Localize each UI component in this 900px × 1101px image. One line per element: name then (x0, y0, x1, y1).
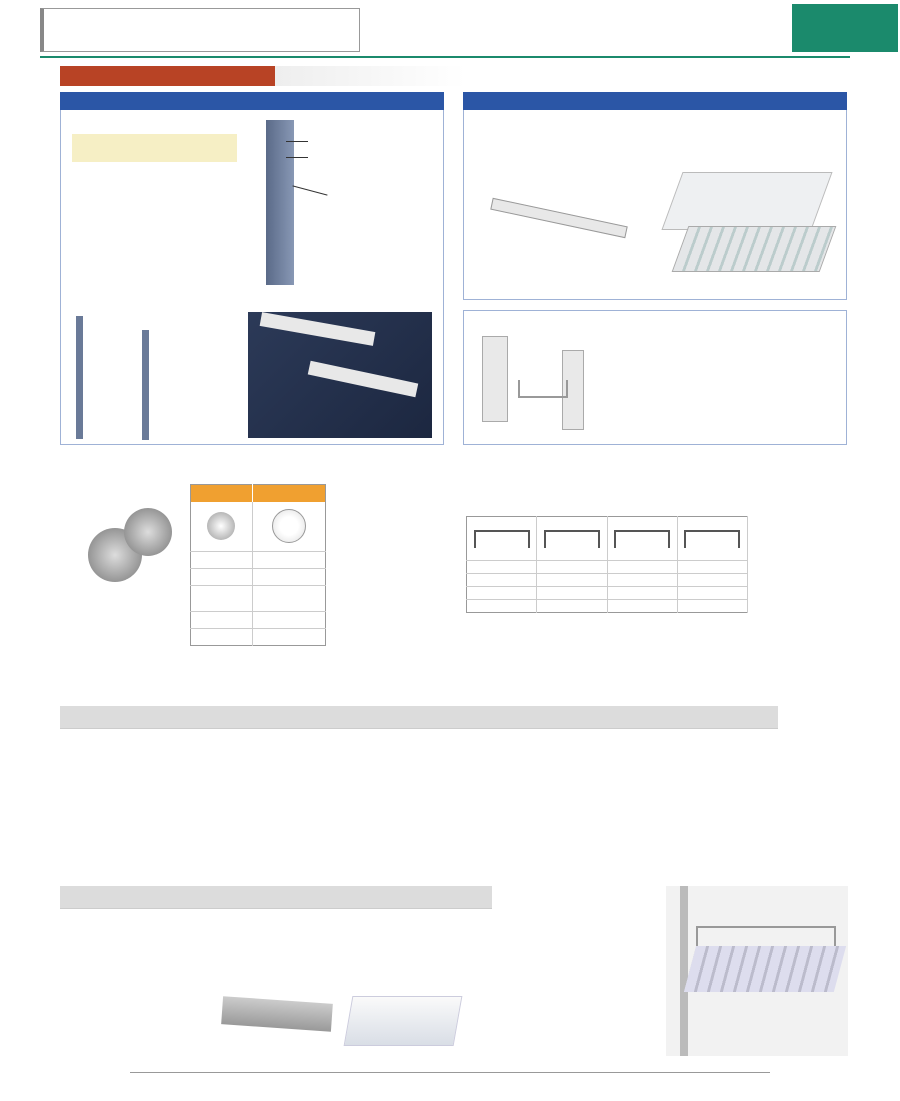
dunnage-cell (607, 600, 677, 613)
fencing-table-header (60, 706, 778, 728)
post-table-row (72, 222, 237, 234)
post-table-cell (182, 186, 237, 198)
dunnage-row-pns (467, 574, 748, 587)
caster-table-header-cell (191, 485, 253, 502)
dunnage-image-cell (537, 517, 607, 561)
post-table-row (72, 186, 237, 198)
post-table-row (72, 234, 237, 246)
caster-cell (191, 612, 253, 629)
end-fence-header-cell (320, 886, 492, 908)
header-rule (40, 56, 850, 58)
dunnage-cell (537, 587, 607, 600)
post-image (266, 120, 294, 285)
caster-row-codes (191, 612, 326, 629)
idtag-code-line (468, 1045, 477, 1058)
post-table-cell (72, 174, 127, 186)
shelving-photo-post (680, 886, 688, 1056)
dim-line-top (286, 141, 308, 142)
corner-image (478, 330, 588, 432)
fencing-table (60, 706, 778, 729)
dunnage-cell (467, 587, 537, 600)
corner-image-link (518, 380, 568, 398)
caster-small-image (207, 512, 235, 540)
dunnage-row-codes (467, 587, 748, 600)
connector-bottom-image (308, 361, 419, 398)
dunnage-title (466, 465, 472, 479)
caster-cell (191, 552, 253, 569)
caster-cell (252, 569, 325, 586)
end-fence-header (60, 886, 492, 908)
post-table-row (72, 210, 237, 222)
post-table-cell (72, 234, 127, 246)
post-table-cell (127, 246, 182, 258)
corner-title (594, 324, 600, 338)
order-note (40, 8, 360, 52)
post-table-cell (72, 198, 127, 210)
shelving-photo (666, 886, 848, 1056)
dunnage-cell (467, 600, 537, 613)
post-table-cell (127, 282, 182, 294)
dunnage-stand-image (544, 530, 600, 548)
adj-post-image-2 (142, 330, 149, 440)
post-kit-bar (60, 92, 444, 110)
shelving-photo-fence (696, 926, 836, 946)
bumper-image (272, 509, 306, 543)
dunnage-table (466, 516, 748, 613)
dunnage-cell (677, 600, 747, 613)
dunnage-cell (607, 561, 677, 574)
post-table-cell (182, 210, 237, 222)
post-table-cell (182, 198, 237, 210)
post-table-cell (182, 258, 237, 270)
post-table-cell (182, 162, 237, 174)
caster-image (78, 498, 178, 588)
post-table-cell (127, 198, 182, 210)
vented-plate-image (672, 226, 837, 272)
dunnage-image-cell (677, 517, 747, 561)
shelving-photo-plate (684, 946, 846, 992)
post-table-row (72, 174, 237, 186)
caster-row-prices (191, 629, 326, 646)
solid-plate-image (661, 172, 832, 230)
caster-wheel-2 (124, 508, 172, 556)
post-table-row (72, 198, 237, 210)
dunnage-cell (537, 600, 607, 613)
fencing-table-header-cell (493, 706, 778, 728)
post-table-row (72, 282, 237, 294)
caster-row-pns (191, 569, 326, 586)
caster-table-header (191, 485, 326, 502)
dunnage-stand-image (474, 530, 530, 548)
connector-photo (248, 312, 432, 438)
caster-row-descs (191, 586, 326, 612)
dunnage-row-prices (467, 600, 748, 613)
dunnage-cell (677, 574, 747, 587)
post-table-cell (72, 222, 127, 234)
dunnage-image-cell (607, 517, 677, 561)
post-table-row (72, 258, 237, 270)
dunnage-cell (607, 587, 677, 600)
caster-cell (252, 552, 325, 569)
post-table-cell (182, 282, 237, 294)
idtag-image-1 (221, 996, 333, 1032)
corner-code-line (596, 339, 605, 352)
post-table-cell (127, 174, 182, 186)
caster-cell (191, 586, 253, 612)
caster-table-image-cell (252, 502, 325, 552)
post-table-cell (72, 186, 127, 198)
idtag-image-2 (344, 996, 463, 1046)
dunnage-cell (537, 561, 607, 574)
post-table-row (72, 270, 237, 282)
caster-table-header-cell (252, 485, 325, 502)
dunnage-cell (677, 587, 747, 600)
post-table-header (72, 134, 237, 162)
post-table-row (72, 162, 237, 174)
fencing-table-header-cell (60, 706, 493, 728)
post-table-cell (182, 246, 237, 258)
caster-cell (252, 586, 325, 612)
dunnage-stand-image (684, 530, 740, 548)
post-table-cell (182, 222, 237, 234)
post-table-cell (72, 270, 127, 282)
page-number (792, 4, 898, 52)
caster-table-image-cell (191, 502, 253, 552)
post-table-cell (127, 210, 182, 222)
post-table-cell (182, 174, 237, 186)
fencing-title (60, 658, 66, 672)
caster-title (60, 465, 66, 479)
dunnage-cell (677, 561, 747, 574)
dim-line-bottom (286, 157, 308, 158)
end-fence-table (60, 886, 492, 909)
banner-fade (275, 66, 465, 86)
caster-row-sizes (191, 552, 326, 569)
post-table-cell (72, 282, 127, 294)
dunnage-image-cell (467, 517, 537, 561)
post-table-row (72, 246, 237, 258)
post-table-cell (127, 270, 182, 282)
caster-cell (191, 629, 253, 646)
caster-table-image-row (191, 502, 326, 552)
post-table (72, 134, 237, 294)
connector-top-image (260, 312, 376, 346)
dunnage-cell (467, 561, 537, 574)
post-table-cell (127, 186, 182, 198)
caster-cell (191, 569, 253, 586)
corner-image-post-1 (482, 336, 508, 422)
caster-cell (252, 612, 325, 629)
post-table-cell (72, 246, 127, 258)
adj-post-image (76, 316, 83, 439)
post-table-cell (127, 162, 182, 174)
dunnage-cell (537, 574, 607, 587)
post-table-cell (127, 234, 182, 246)
post-table-cell (72, 162, 127, 174)
caster-cell (252, 629, 325, 646)
post-table-cell (72, 258, 127, 270)
dunnage-row-sizes (467, 561, 748, 574)
section-banner (60, 66, 275, 86)
end-fence-header-cell (60, 886, 320, 908)
dunnage-cell (467, 574, 537, 587)
dunnage-cell (607, 574, 677, 587)
post-table-cell (72, 210, 127, 222)
dunnage-stand-image (614, 530, 670, 548)
post-table-cell (127, 222, 182, 234)
post-table-cell (182, 234, 237, 246)
post-table-cell (127, 258, 182, 270)
shelf-kit-bar (463, 92, 847, 110)
footer-rule (130, 1072, 770, 1073)
caster-table (190, 484, 326, 646)
post-table-cell (182, 270, 237, 282)
